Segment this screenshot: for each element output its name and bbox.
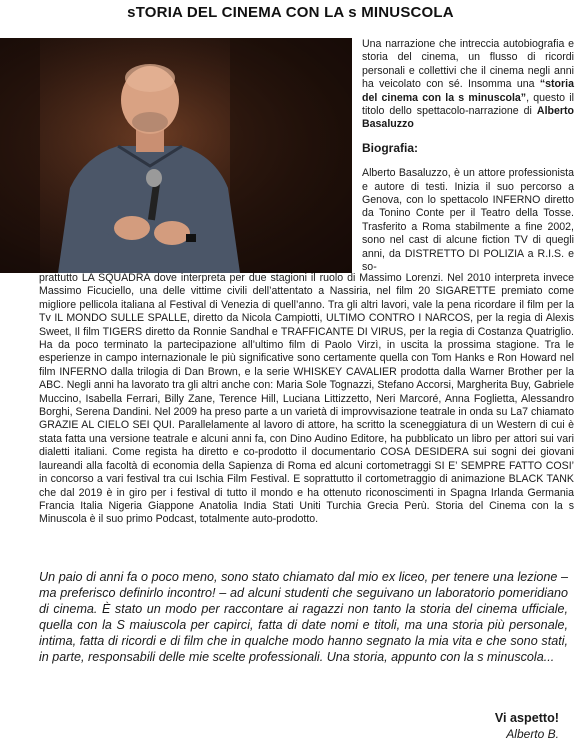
intro-paragraph [362,38,574,132]
author-photo [0,38,352,273]
intro-column [362,38,574,275]
show-title-emphasis: “storia del cinema con la s minuscola” [362,78,574,104]
intro-text: Una narrazione che intreccia autobiografia e storia del cinema, un flusso di ricordi personali e collettivi che il cinema negli anni ha veicolato con sé. Insomma una [362,38,574,91]
signature: Alberto B. [506,727,559,741]
page-title: sTORIA DEL CINEMA CON LA s MINUSCOLA [127,4,454,21]
quote-paragraph: Un paio di anni fa o poco meno, sono stato chiamato dal mio ex liceo, per tenere una lezione – ma preferisco definirlo incontro! – ad alcuni studenti che seguivano un laboratorio pomeridiano di cinema. È stato un modo per raccontare ai ragazzi non tanto la storia del cinema ufficiale, quella con la S maiuscola per capirci, fatta di date nomi e titoli, ma una storia più personale, intima, fatta di ricordi e di film che in qualche modo hanno segnato la mia vita e che sono stati, in parte, responsabili delle mie scelte professionali. Una storia, appunto con la s minuscola... [39,570,568,664]
performer-illustration [0,38,352,273]
bio-heading-colon: : [414,140,419,155]
quote-block [39,569,568,665]
intro-text-cont: , questo il titolo dello spettacolo-narrazione di [362,91,574,118]
signoff: Vi aspetto! [494,711,559,725]
author-name: Alberto Basaluzzo [362,105,574,131]
bio-heading-label: Biografia [362,140,415,155]
bio-intro-paragraph: Alberto Basaluzzo, è un attore professionista e autore di testi. Inizia il suo percorso a Genova, con lo spettacolo INFERNO diretto da Tonino Conte per il Teatro della Tosse. Trasferito a Roma stabilmente a fine 2002, sono nel cast di alcune fiction TV di quegli anni, da DISTRETTO DI POLIZIA a R.I.S. e so- [362,167,574,274]
bio-body [39,272,574,527]
bio-body-paragraph: prattutto LA SQUADRA dove interpreta per due stagioni il ruolo di Massimo Lorenzi. Nel 2010 interpreta invece Massimo Ficuciello, una delle vittime civili dell’attentato a Nassiria, nel film 20 SIGARETTE premiato come migliore pellicola italiana al Festival di Venezia di quell’anno. Tra gli altri lavori, vale la pena ricordare il film per la Tv IL MONDO SULLE SPALLE, diretto da Nicola Campiotti, ULTIMO CONTRO I NARCOS, per la regia di Alexis Sweet, Il film TIGERS diretto da Ronnie Sandhal e TRAFFICANTE DI VIRUS, per la regia di Costanza Quatriglio. Ha da poco terminato la partecipazione all’ultimo film di Paolo Virzì, in uscita la prossima stagione. Tra le esperienze in campo internazionale le più significative sono certamente quella con Tom Hanks e Ron Howard nel film INFERNO dalla trilogia di Dan Brown, e la serie WHISKEY CAVALIER prodotta dalla Warner Brother per la ABC. Negli anni ha lavorato tra gli altri anche con: Maria Sole Tognazzi, Stefano Accorsi, Margherita Buy, Gabriele Muccino, Isabella Ferrari, Billy Zane, Terence Hill, Luciana Littizzetto, Neri Marcoré, Anna Foglietta, Alessandro Borghi, Serena Dandini. Nel 2009 ha preso parte a un varietà di improvvisazione teatrale in onda su La7 chiamato GRAZIE AL CIELO SEI QUI. Parallelamente al lavoro di attore, ha scritto la sceneggiatura di un Western di cui è stata fatta una versione teatrale e alcuni anni fa, con Dino Audino Editore, ha pubblicato un libro per attori sui vari dialetti italiani. Come regista ha diretto e co-prodotto il documentario COSA DESIDERA sui sogni dei giovani laureandi alla facoltà di economia della Sapienza di Roma ed alcuni cortometraggi SI E’ SEMPRE FATTO COSI’ in concorso a vari festival tra cui Ischia Film Festival. E soprattutto il cortometraggio di animazione BLACK TANK che dal 2019 è in giro per i festival di tutto il mondo e ha ottenuto riconoscimenti in Spagna Irlanda Germania Francia Italia Nigeria Giappone Anatolia India Stati Uniti Turchia Grecia Perù. Storia del Cinema con la s Minuscola è il suo primo Podcast, totalmente auto-prodotto. [39,272,574,526]
bio-heading [362,142,574,155]
